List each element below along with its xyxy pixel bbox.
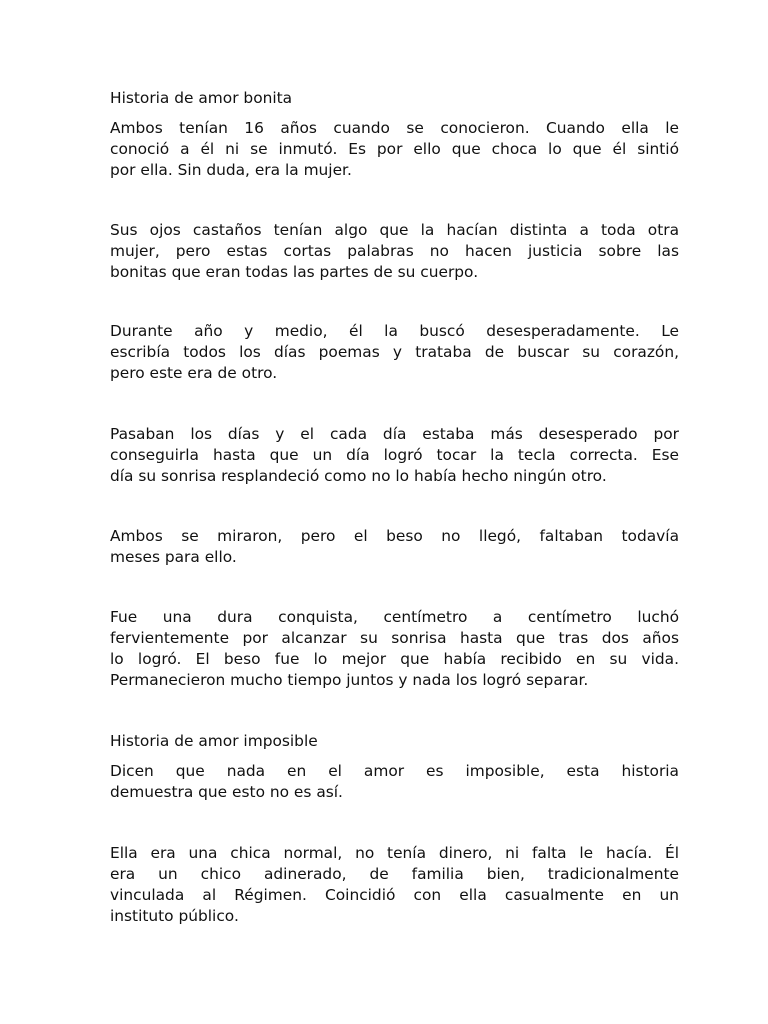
text-line: escribía todos los días poemas y trataba de buscar su corazón,: [110, 343, 679, 361]
paragraph: [110, 118, 679, 181]
text-line: era un chico adinerado, de familia bien, tradicionalmente: [110, 865, 679, 883]
text-line: instituto público.: [110, 907, 239, 925]
text-line: pero este era de otro.: [110, 364, 278, 382]
text-line: Sus ojos castaños tenían algo que la hacían distinta a toda otra: [110, 221, 679, 239]
text-line: meses para ello.: [110, 548, 237, 566]
text-line: lo logró. El beso fue lo mejor que había recibido en su vida.: [110, 650, 679, 668]
section-heading: Historia de amor imposible: [110, 732, 318, 750]
text-line: Ella era una chica normal, no tenía dinero, ni falta le hacía. Él: [110, 844, 679, 862]
text-line: Ambos se miraron, pero el beso no llegó, faltaban todavía: [110, 527, 679, 545]
paragraph: [110, 424, 679, 487]
text-line: Ambos tenían 16 años cuando se conocieron. Cuando ella le: [110, 119, 679, 137]
text-line: vinculada al Régimen. Coincidió con ella casualmente en un: [110, 886, 679, 904]
section-heading: Historia de amor bonita: [110, 89, 293, 107]
paragraph: [110, 761, 679, 803]
text-line: bonitas que eran todas las partes de su cuerpo.: [110, 263, 479, 281]
paragraph: [110, 526, 679, 568]
paragraph: [110, 843, 679, 927]
text-line: demuestra que esto no es así.: [110, 783, 343, 801]
text-line: Fue una dura conquista, centímetro a centímetro luchó: [110, 608, 679, 626]
text-line: mujer, pero estas cortas palabras no hacen justicia sobre las: [110, 242, 679, 260]
text-line: Durante año y medio, él la buscó desesperadamente. Le: [110, 322, 679, 340]
text-line: por ella. Sin duda, era la mujer.: [110, 161, 352, 179]
paragraph: [110, 220, 679, 283]
text-line: conoció a él ni se inmutó. Es por ello que choca lo que él sintió: [110, 140, 679, 158]
text-line: Dicen que nada en el amor es imposible, esta historia: [110, 762, 679, 780]
text-line: Permanecieron mucho tiempo juntos y nada los logró separar.: [110, 671, 589, 689]
paragraph: [110, 607, 679, 691]
text-line: fervientemente por alcanzar su sonrisa hasta que tras dos años: [110, 629, 679, 647]
paragraph: [110, 321, 679, 384]
text-line: conseguirla hasta que un día logró tocar la tecla correcta. Ese: [110, 446, 679, 464]
text-line: Pasaban los días y el cada día estaba más desesperado por: [110, 425, 679, 443]
text-line: día su sonrisa resplandeció como no lo había hecho ningún otro.: [110, 467, 607, 485]
